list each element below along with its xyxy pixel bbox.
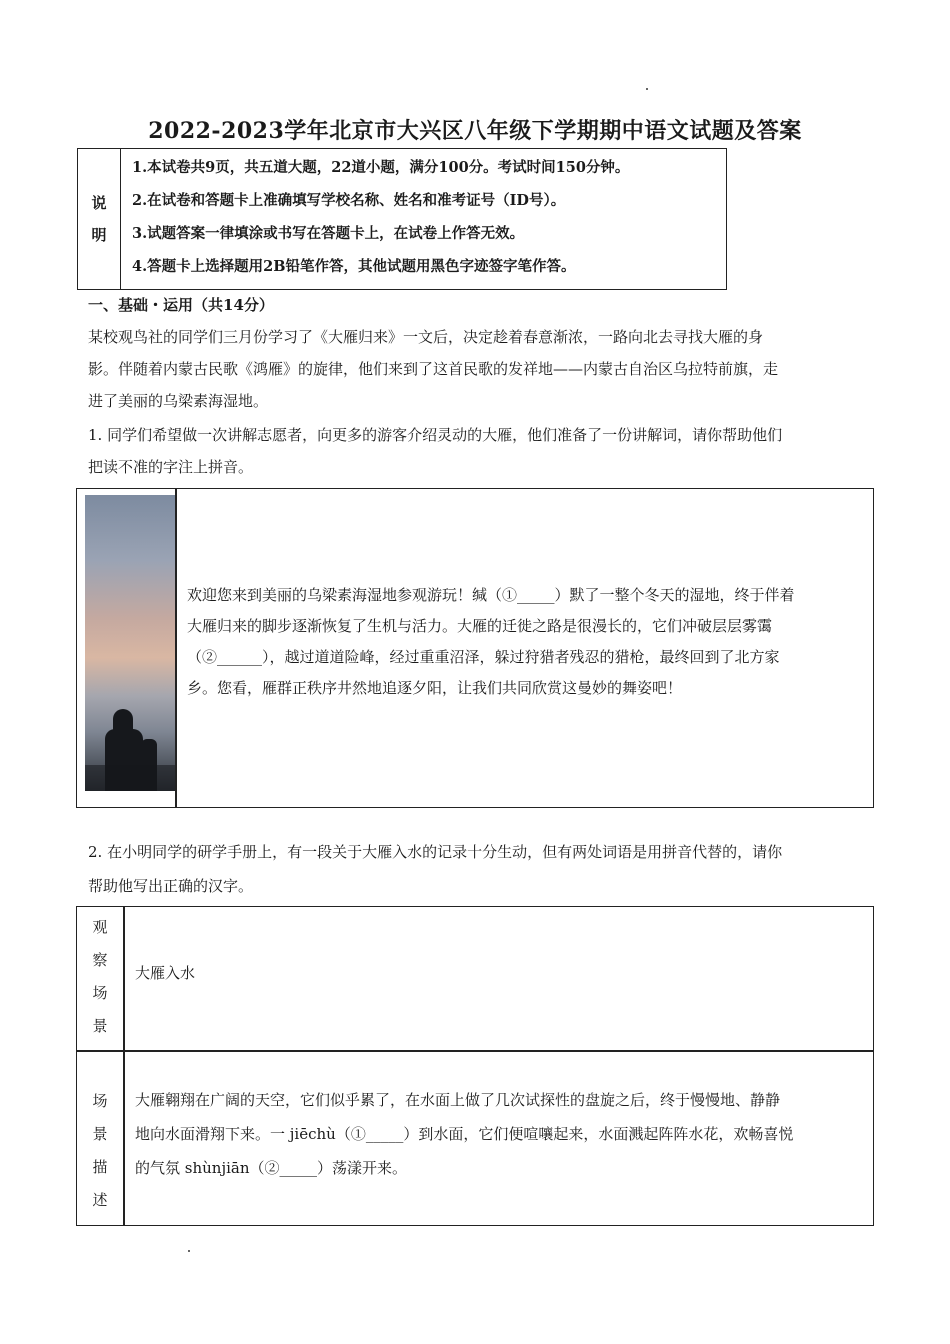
section-heading: 一、基础・运用（共14分） [88, 296, 274, 314]
row-label-observation: 观 察 场 景 [92, 918, 108, 1035]
instruction-item: 3.试题答案一律填涂或书写在答题卡上，在试卷上作答无效。 [132, 225, 525, 242]
guide-script-box: 欢迎您来到美丽的乌梁素海湿地参观游玩！缄（①_____）默了一整个冬天的湿地，终于伴着 大雁归来的脚步逐渐恢复了生机与活力。大雁的迁徙之路是很漫长的，它们冲破层层雾霭 （②______），越过道道险峰，经过重重沼泽，躲过狩猎者残忍的猎枪，最终回到了北方家 乡。您看，雁群正秩序井然地追逐夕阳，让我们共同欣赏这曼妙的舞姿吧！ [76, 488, 874, 808]
instructions-list [122, 149, 726, 289]
page-title: 2022-2023学年北京市大兴区八年级下学期期中语文试题及答案 [148, 118, 802, 144]
instructions-label: 说 明 [78, 149, 121, 289]
observation-table [76, 906, 874, 1226]
description-line: 大雁翱翔在广阔的天空，它们似乎累了，在水面上做了几次试探性的盘旋之后，终于慢慢地、静静 [135, 1091, 781, 1109]
instruction-item: 4.答题卡上选择题用2B铅笔作答，其他试题用黑色字迹签字笔作答。 [132, 258, 576, 275]
row-label-description: 场 景 描 述 [92, 1092, 108, 1209]
description-line: 地向水面滑翔下来。一 jiēchù（①_____）到水面，它们便喧嚷起来，水面溅起阵阵水花，欢畅喜悦 [135, 1125, 794, 1143]
lake-sunset-photo [85, 495, 175, 791]
speck-mark [646, 88, 648, 90]
instructions-box [77, 148, 727, 290]
instruction-item: 2.在试卷和答题卡上准确填写学校名称、姓名和准考证号（ID号）。 [132, 192, 566, 209]
speck-mark [188, 1250, 190, 1252]
box-divider [175, 489, 177, 807]
instruction-item: 1.本试卷共9页，共五道大题，22道小题，满分100分。考试时间150分钟。 [132, 159, 630, 176]
description-line: 的气氛 shùnjiān（②_____）荡漾开来。 [135, 1159, 408, 1177]
observation-content: 大雁入水 [135, 964, 196, 982]
